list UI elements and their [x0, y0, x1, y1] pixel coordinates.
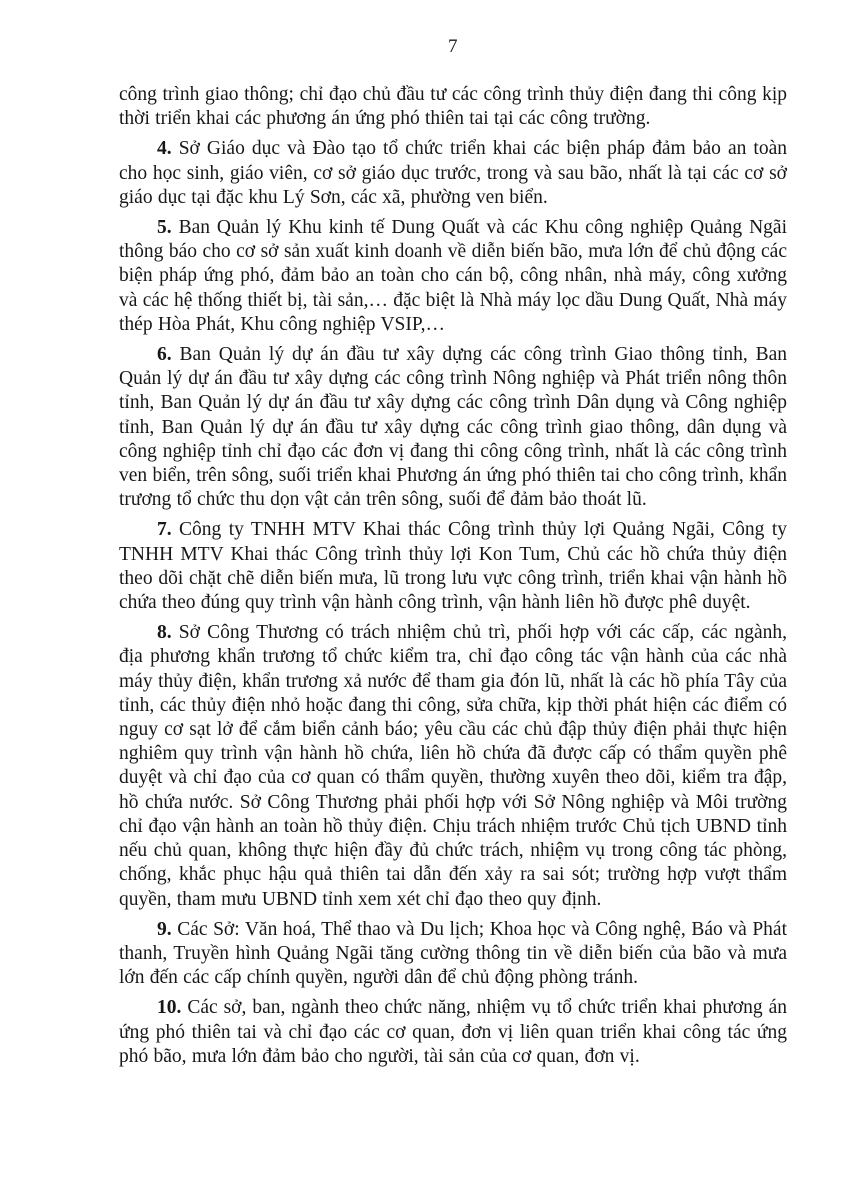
paragraph-9: 9. Các Sở: Văn hoá, Thể thao và Du lịch; Khoa học và Công nghệ, Báo và Phát thanh, Truyền hình Quảng Ngãi tăng cường thông tin về diễn biến của bão và mưa lớn đến các cấp chính quyền, người dân để chủ động phòng tránh.	[119, 918, 787, 989]
paragraph-7: 7. Công ty TNHH MTV Khai thác Công trình thủy lợi Quảng Ngãi, Công ty TNHH MTV Khai thác Công trình thủy lợi Kon Tum, Chủ các hồ chứa thủy điện theo dõi chặt chẽ diễn biến mưa, lũ trong lưu vực công trình, triển khai vận hành hồ chứa theo đúng quy trình vận hành công trình, vận hành liên hồ được phê duyệt.	[119, 519, 787, 614]
paragraph-continuation: công trình giao thông; chỉ đạo chủ đầu tư các công trình thủy điện đang thi công kịp thời triển khai các phương án ứng phó thiên tai tại các công trường.	[119, 84, 787, 130]
page-number: 7	[448, 36, 458, 57]
document-body	[119, 83, 787, 1069]
paragraph-8: 8. Sở Công Thương có trách nhiệm chủ trì, phối hợp với các cấp, các ngành, địa phương khẩn trương tổ chức kiểm tra, chỉ đạo công tác vận hành của các nhà máy thủy điện, khẩn trương xả nước để tham gia đón lũ, nhất là các hồ phía Tây của tỉnh, các thủy điện nhỏ hoặc đang thi công, sửa chữa, kịp thời phát hiện các điểm có nguy cơ sạt lở để cắm biển cảnh báo; yêu cầu các chủ đập thủy điện phải thực hiện nghiêm quy trình vận hành hồ chứa, liên hồ chứa đã được cấp có thẩm quyền phê duyệt và chỉ đạo của cơ quan có thẩm quyền, thường xuyên theo dõi, kiểm tra đập, hồ chứa nước. Sở Công Thương phải phối hợp với Sở Nông nghiệp và Môi trường chỉ đạo vận hành an toàn hồ thủy điện. Chịu trách nhiệm trước Chủ tịch UBND tỉnh nếu chủ quan, không thực hiện đầy đủ chức trách, nhiệm vụ trong công tác phòng, chống, khắc phục hậu quả thiên tai dẫn đến xảy ra sai sót; trường hợp vượt thẩm quyền, tham mưu UBND tỉnh xem xét chỉ đạo theo quy định.	[119, 622, 787, 910]
paragraph-number: 7.	[157, 519, 180, 541]
paragraph-number: 5.	[157, 217, 179, 239]
paragraph-4: 4. Sở Giáo dục và Đào tạo tổ chức triển khai các biện pháp đảm bảo an toàn cho học sinh, giáo viên, cơ sở giáo dục trước, trong và sau bão, nhất là tại các cơ sở giáo dục tại đặc khu Lý Sơn, các xã, phường ven biển.	[119, 138, 787, 208]
paragraph-number: 9.	[157, 918, 178, 940]
paragraph-number: 8.	[157, 622, 179, 644]
paragraph-10: 10. Các sở, ban, ngành theo chức năng, nhiệm vụ tổ chức triển khai phương án ứng phó thiên tai và chỉ đạo các cơ quan, đơn vị liên quan triển khai công tác ứng phó bão, mưa lớn đảm bảo cho người, tài sản của cơ quan, đơn vị.	[119, 997, 787, 1067]
paragraph-6: 6. Ban Quản lý dự án đầu tư xây dựng các công trình Giao thông tỉnh, Ban Quản lý dự án đầu tư xây dựng các công trình Nông nghiệp và Phát triển nông thôn tỉnh, Ban Quản lý dự án đầu tư xây dựng các công trình Dân dụng và Công nghiệp tỉnh, Ban Quản lý dự án đầu tư xây dựng các công trình giao thông, dân dụng và công nghiệp tỉnh chỉ đạo các đơn vị đang thi công công trình, nhất là các công trình ven biển, trên sông, suối triển khai Phương án ứng phó thiên tai cho công trình, khẩn trương tổ chức thu dọn vật cản trên sông, suối để đảm bảo thoát lũ.	[119, 344, 787, 511]
paragraph-number: 10.	[157, 997, 188, 1019]
paragraph-number: 6.	[157, 344, 180, 366]
paragraph-5: 5. Ban Quản lý Khu kinh tế Dung Quất và các Khu công nghiệp Quảng Ngãi thông báo cho cơ sở sản xuất kinh doanh về diễn biến bão, mưa lớn để chủ động các biện pháp ứng phó, đảm bảo an toàn cho cán bộ, công nhân, nhà máy, công xưởng và các hệ thống thiết bị, tài sản,… đặc biệt là Nhà máy lọc dầu Dung Quất, Nhà máy thép Hòa Phát, Khu công nghiệp VSIP,…	[119, 217, 787, 335]
paragraph-number: 4.	[157, 138, 179, 160]
